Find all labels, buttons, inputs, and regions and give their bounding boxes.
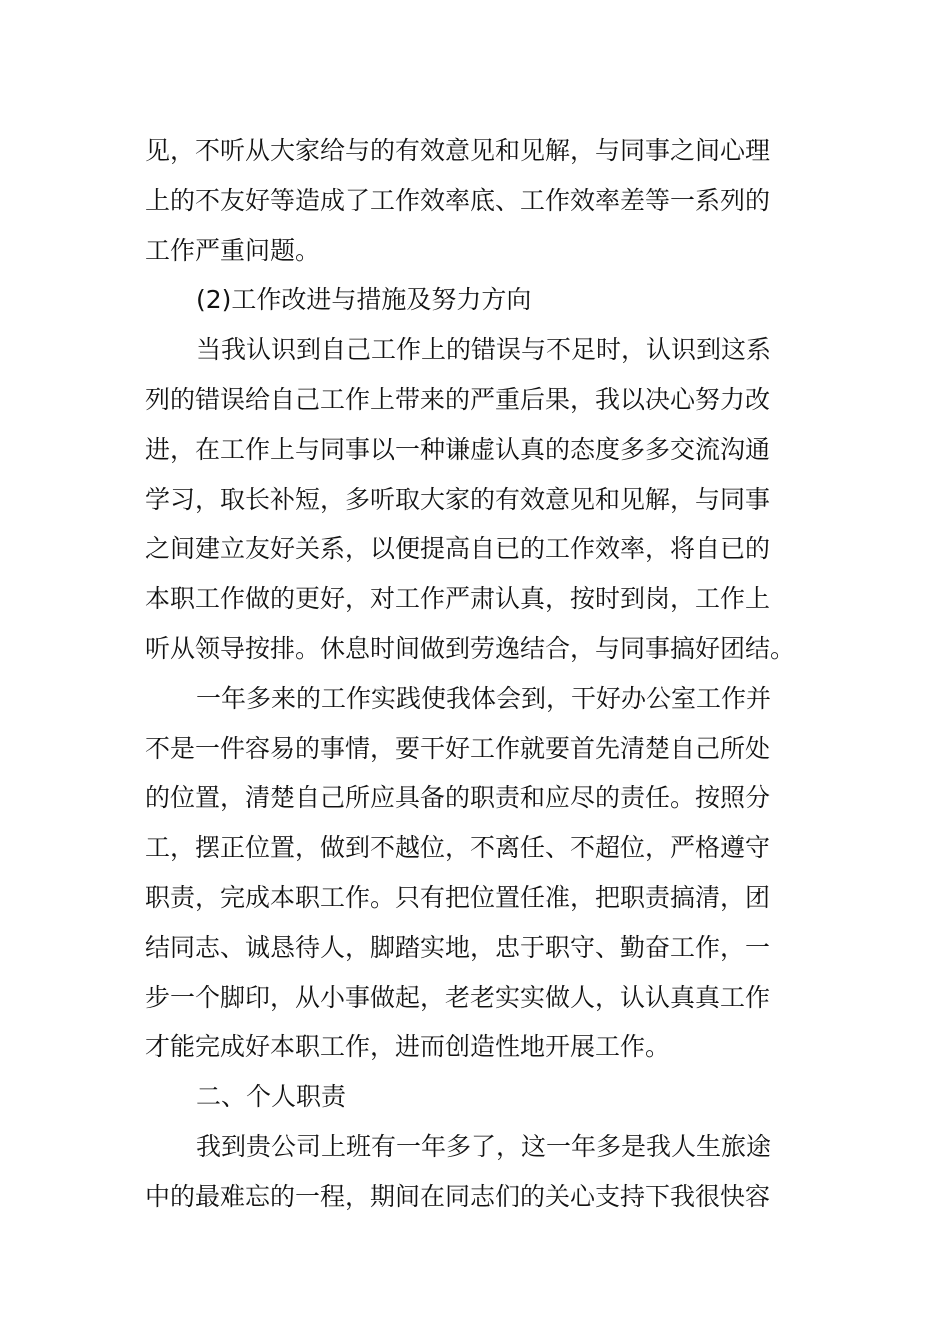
section-heading bbox=[145, 1072, 790, 1122]
text-line: 上的不友好等造成了工作效率底、工作效率差等一系列的 bbox=[145, 185, 771, 215]
document-body bbox=[145, 126, 796, 1222]
text-line: 结同志、诚恳待人，脚踏实地，忠于职守、勤奋工作，一 bbox=[145, 932, 771, 962]
text-line: 的位置，清楚自己所应具备的职责和应尽的责任。按照分 bbox=[145, 783, 771, 813]
text-line: 本职工作做的更好，对工作严肃认真，按时到岗，工作上 bbox=[145, 584, 771, 614]
paragraph bbox=[145, 126, 790, 275]
paragraph bbox=[145, 325, 796, 674]
text-line: 职责，完成本职工作。只有把位置任准，把职责搞清，团 bbox=[145, 882, 771, 912]
text-line: 才能完成好本职工作，进而创造性地开展工作。 bbox=[145, 1032, 671, 1062]
text-line: 听从领导按排。休息时间做到劳逸结合，与同事搞好团结。 bbox=[145, 633, 796, 663]
text-line: 二、个人职责 bbox=[196, 1082, 347, 1112]
text-line: 进，在工作上与同事以一种谦虚认真的态度多多交流沟通 bbox=[145, 434, 771, 464]
text-line: 我到贵公司上班有一年多了，这一年多是我人生旅途 bbox=[196, 1131, 772, 1161]
text-line: 中的最难忘的一程，期间在同志们的关心支持下我很快容 bbox=[145, 1181, 771, 1211]
text-line: 见，不听从大家给与的有效意见和见解，与同事之间心理 bbox=[145, 136, 771, 165]
text-line: 当我认识到自己工作上的错误与不足时，认识到这系 bbox=[196, 335, 772, 365]
paragraph bbox=[145, 1122, 790, 1222]
paragraph bbox=[145, 674, 790, 1072]
text-line: 工作严重问题。 bbox=[145, 235, 321, 265]
text-line: 工，摆正位置，做到不越位，不离任、不超位，严格遵守 bbox=[145, 833, 771, 863]
text-line: 一年多来的工作实践使我体会到，干好办公室工作并 bbox=[196, 683, 772, 713]
text-line: 列的错误给自己工作上带来的严重后果，我以决心努力改 bbox=[145, 384, 771, 414]
text-line: (2)工作改进与措施及努力方向 bbox=[196, 285, 532, 315]
section-heading bbox=[145, 275, 790, 325]
text-line: 学习，取长补短，多听取大家的有效意见和见解，与同事 bbox=[145, 484, 771, 514]
text-line: 不是一件容易的事情，要干好工作就要首先清楚自己所处 bbox=[145, 733, 771, 763]
text-line: 之间建立友好关系，以便提高自已的工作效率，将自已的 bbox=[145, 534, 771, 564]
text-line: 步一个脚印，从小事做起，老老实实做人，认认真真工作 bbox=[145, 982, 771, 1012]
